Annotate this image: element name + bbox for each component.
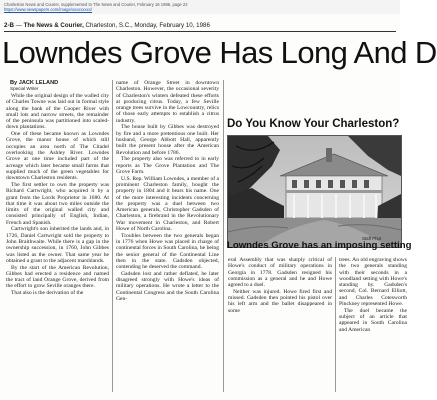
column-divider (223, 80, 224, 392)
article-column-3 (228, 257, 332, 392)
paragraph: eral Assembly that was sharply critical of Howe's conduct of military operations in Georgia in 1778. Gadsden resigned his commission as a general and he and Howe agreed to a duel. (228, 257, 332, 289)
paragraph: One of these became known as Lowndes Grove, the manor house of which still occupies an area north of The Citadel overlooking the Ashley River. Lowndes Grove at one time included part of the acreage which later became small farms that supplied much of the green vegetables for downtown Charleston residents. (6, 131, 109, 182)
byline: By JACK LELAND (10, 80, 59, 86)
clipping-link[interactable]: https://www.newspapers.com/image/xxxxxxxxx/ (4, 7, 92, 12)
folio-rule (4, 31, 396, 32)
photo-cutline: Lowndes Grove has an imposing setting (227, 240, 412, 251)
paragraph: The duel became the subject of an article that appeared in South Carolina and American (339, 307, 407, 333)
paragraph: The house built by Gibbes was destroyed by fire and a more pretentious one built. Her husband, George Abbott Hall, apparently built the present house after the American Revolution and before 1786. (116, 124, 219, 156)
column-divider (335, 257, 336, 392)
article-column-4 (339, 257, 407, 392)
article-column-2 (116, 80, 219, 393)
page-folio: 2-B — The News & Courier, Charleston, S.C., Monday, February 10, 1986 (4, 22, 210, 29)
paragraph: U.S. Rep. William Lowndes, a member of a prominent Charleston family, bought the property in 1804 and it bears his name. One of the more interesting incidents concerning the property was a duel between two American generals, Christopher Gadsden of Charleston, a firebrand in the Revolutionary War movement in Charleston, and Robert Howe of North Carolina. (116, 175, 220, 232)
paragraph: That also is the derivation of the (11, 290, 84, 297)
paragraph: trees. An old engraving shows the two generals standing with their seconds in a woodland setting with Howe's standing by. Gadsden's second, Col. Bernard Elliott, and Charles Cotesworth Pinckney represented Howe. (339, 257, 407, 308)
paragraph: The property also was referred to in early reports as The Grove Plantation and The Grove Farm. (116, 156, 219, 175)
page-number: 2-B (4, 22, 14, 29)
paragraph: While the original design of the walled city of Charles Towne was laid out in formal style along the bank of the Cooper River with small lots and narrow streets, the remainder of the peninsula was partitioned into scaled-down plantations. (6, 93, 109, 131)
viewer-topbar (0, 0, 400, 14)
photo-credit: Staff Phot (362, 236, 382, 241)
paragraph: The first settler to own the property was Richard Cartwright, who acquired it by a grant from the Lords Proprietor in 1680. At that time it was about two miles outside the limits of the original walled city and consisted principally of English, Indian, French and Spanish. (6, 181, 109, 226)
byline-role: Special Writer (10, 86, 39, 91)
house-photo-image (228, 136, 401, 247)
feature-box-title: Do You Know Your Charleston? (227, 118, 400, 130)
paragraph: By the start of the American Revolution, Gibbes had erected a residence and named the tract of land Orange Grove, derived from the effort to grow Seville oranges there. (6, 264, 109, 290)
headline: Lowndes Grove Has Long And D (2, 35, 437, 70)
paragraph: Gadsden lost and rather deflated, he later disagreed strongly with Howe's ideas of military operations. He wrote a letter to the Continental Congress and the South Carolina Gen- (116, 270, 219, 303)
paragraph: name of Orange Street in downtown Charleston. However, the occasional severity of Charleston's winters defeated these efforts at producing citrus. Today, a few Seville orange trees survive in the Lowcountry, relics of those early attempts to establish a citrus industry. (116, 80, 219, 124)
newspaper-name: The News & Courier, (23, 22, 84, 29)
paragraph: Troubles between the two generals began in 1776 when Howe was placed in charge of continental forces in South Carolina, he being the senior general of the Continental Line then in the state. Gadsden objected, contending he deserved the command. (116, 232, 219, 271)
paragraph: Neither was injured. Howe fired first and missed. Gadsden then pointed his pistol over his left arm and the ballet disappeared in some (228, 288, 332, 314)
viewer-crumb: Charleston News and Courier, supplemented to The News and Courier, February 16 1986, page 22 (4, 2, 188, 7)
column-divider (112, 80, 113, 392)
dateline: Charleston, S.C., Monday, February 10, 1986 (85, 22, 210, 29)
house-photo (227, 135, 402, 248)
newspaper-page (0, 14, 437, 400)
paragraph: Cartwright's son inherited the lands and, in 1726, Daniel Cartwright sold the property to John Braithwaite. While there is a gap in the ownership succession, in 1760, John Gibbes was listed as the owner. That same year he obtained a grant to the adjacent marshlands. (6, 226, 109, 264)
article-column-1 (6, 93, 109, 393)
